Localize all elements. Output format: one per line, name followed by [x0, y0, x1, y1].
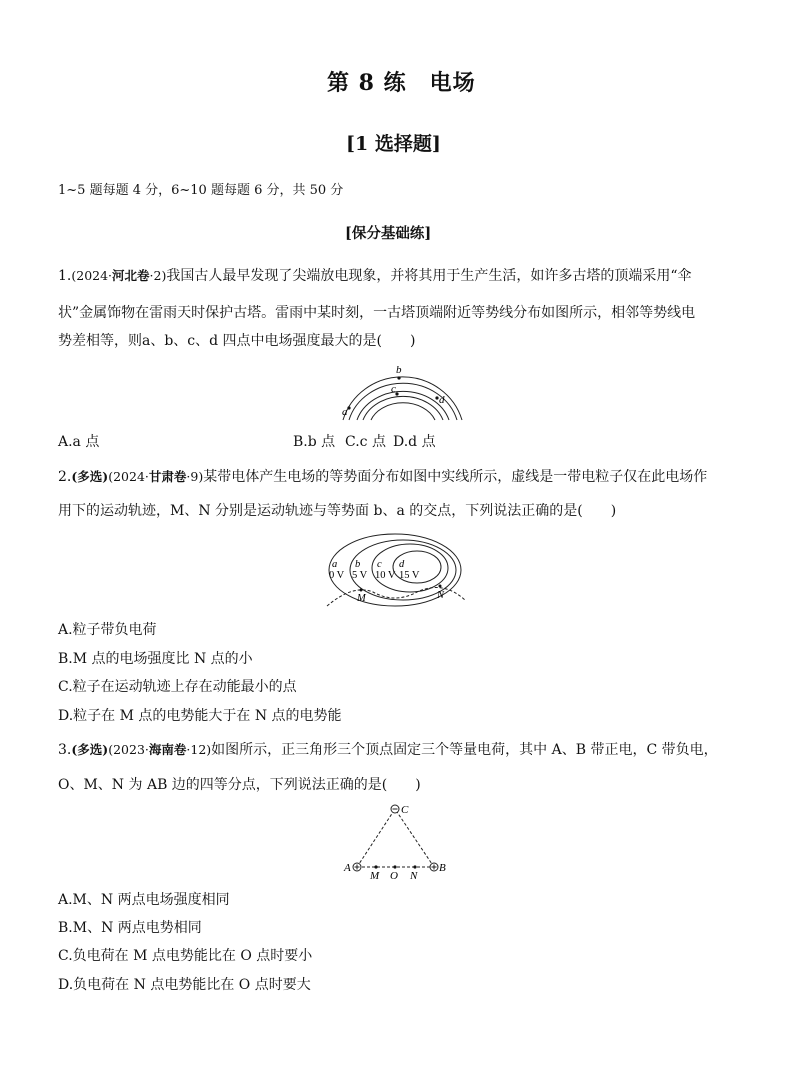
point-m-marker — [360, 589, 363, 592]
potential-0v: 0 V — [329, 570, 345, 581]
question-1-option-d[interactable]: D.d 点 — [393, 434, 436, 450]
point-o-marker — [393, 865, 396, 868]
question-3-figure — [343, 800, 453, 880]
question-source: (2024· — [108, 469, 149, 484]
section-heading: [1 选择题] — [346, 133, 441, 155]
point-m-marker — [374, 865, 377, 868]
potential-10v: 10 V — [375, 570, 396, 581]
point-b-marker — [397, 376, 400, 379]
question-1-line-1 — [58, 266, 692, 286]
page-title: 第 8 练 电场 — [327, 70, 476, 96]
label-n: N — [437, 590, 445, 601]
equipotential-line — [363, 396, 443, 420]
question-3-option-c[interactable]: C.负电荷在 M 点电势能比在 O 点时要小 — [58, 948, 313, 964]
question-3-option-b[interactable]: B.M、N 两点电势相同 — [58, 920, 202, 936]
question-1-option-a[interactable]: A.a 点 — [58, 434, 100, 450]
scoring-note: 1~5 题每题 4 分，6~10 题每题 6 分，共 50 分 — [58, 183, 344, 198]
question-3-option-a[interactable]: A.M、N 两点电场强度相同 — [58, 892, 230, 908]
label-m: M — [357, 593, 366, 604]
question-text: 如图所示，正三角形三个顶点固定三个等量电荷，其中 A、B 带正电，C 带负电， — [211, 742, 718, 758]
label-m: M — [370, 870, 380, 882]
label-b: b — [355, 559, 361, 570]
label-d: d — [439, 394, 445, 406]
question-1-line-2: 状”金属饰物在雷雨天时保护古塔。雷雨中某时刻，一古塔顶端附近等势线分布如图所示，相邻等势线电 — [58, 305, 696, 321]
question-text: 我国古人最早发现了尖端放电现象，并将其用于生产生活，如许多古塔的顶端采用“伞 — [166, 268, 692, 284]
question-text: 某带电体产生电场的等势面分布如图中实线所示，虚线是一带电粒子仅在此电场作 — [203, 469, 708, 485]
question-1-line-3: 势差相等，则a、b、c、d 四点中电场强度最大的是( ) — [58, 333, 416, 349]
question-number: 1. — [58, 268, 72, 284]
question-2-line-1 — [58, 467, 707, 487]
label-c: C — [401, 804, 409, 816]
label-b: b — [396, 364, 402, 376]
question-source: (2024· — [71, 268, 113, 283]
equipotential-line — [371, 403, 435, 420]
point-a-marker — [347, 406, 350, 409]
label-c: c — [391, 383, 396, 395]
point-n-marker — [413, 865, 416, 868]
potential-5v: 5 V — [352, 570, 368, 581]
question-source-paper: 海南卷 — [148, 742, 187, 757]
point-n-marker — [439, 585, 442, 588]
potential-15v: 15 V — [399, 570, 420, 581]
question-1-option-b[interactable]: B.b 点 — [293, 434, 336, 450]
label-a: a — [332, 559, 338, 570]
question-number: 2. — [58, 469, 72, 485]
label-a: A — [344, 862, 351, 874]
label-c: c — [377, 559, 382, 570]
label-b: B — [439, 862, 446, 874]
label-d: d — [399, 559, 405, 570]
label-o: O — [390, 870, 398, 882]
question-number: 3. — [58, 742, 72, 758]
question-2-line-2: 用下的运动轨迹，M、N 分别是运动轨迹与等势面 b、a 的交点，下列说法正确的是( ) — [58, 503, 617, 519]
question-source-end: ·12) — [186, 742, 212, 757]
question-2-option-c[interactable]: C.粒子在运动轨迹上存在动能最小的点 — [58, 679, 297, 695]
label-a: a — [342, 406, 348, 418]
triangle-side-bc — [395, 809, 434, 867]
question-3-line-1 — [58, 740, 718, 760]
question-tag: (多选) — [71, 469, 109, 484]
equipotential-line — [357, 391, 449, 420]
question-3-line-2: O、M、N 为 AB 边的四等分点，下列说法正确的是( ) — [58, 777, 421, 793]
question-2-option-a[interactable]: A.粒子带负电荷 — [58, 622, 157, 638]
question-tag: (多选) — [71, 742, 109, 757]
question-2-option-d[interactable]: D.粒子在 M 点的电势能大于在 N 点的电势能 — [58, 708, 342, 724]
subsection-heading: [保分基础练] — [345, 225, 432, 242]
question-source-end: ·9) — [186, 469, 204, 484]
question-source-paper: 河北卷 — [112, 268, 150, 283]
question-1-option-c[interactable]: C.c 点 — [345, 434, 386, 450]
question-source-paper: 甘肃卷 — [148, 469, 187, 484]
triangle-side-ac — [357, 809, 395, 867]
question-source-end: ·2) — [149, 268, 167, 283]
question-source: (2023· — [108, 742, 149, 757]
question-2-figure — [325, 530, 470, 608]
question-1-figure — [335, 358, 470, 423]
label-n: N — [410, 870, 418, 882]
question-2-option-b[interactable]: B.M 点的电场强度比 N 点的小 — [58, 651, 253, 667]
question-3-option-d[interactable]: D.负电荷在 N 点电势能比在 O 点时要大 — [58, 977, 311, 993]
